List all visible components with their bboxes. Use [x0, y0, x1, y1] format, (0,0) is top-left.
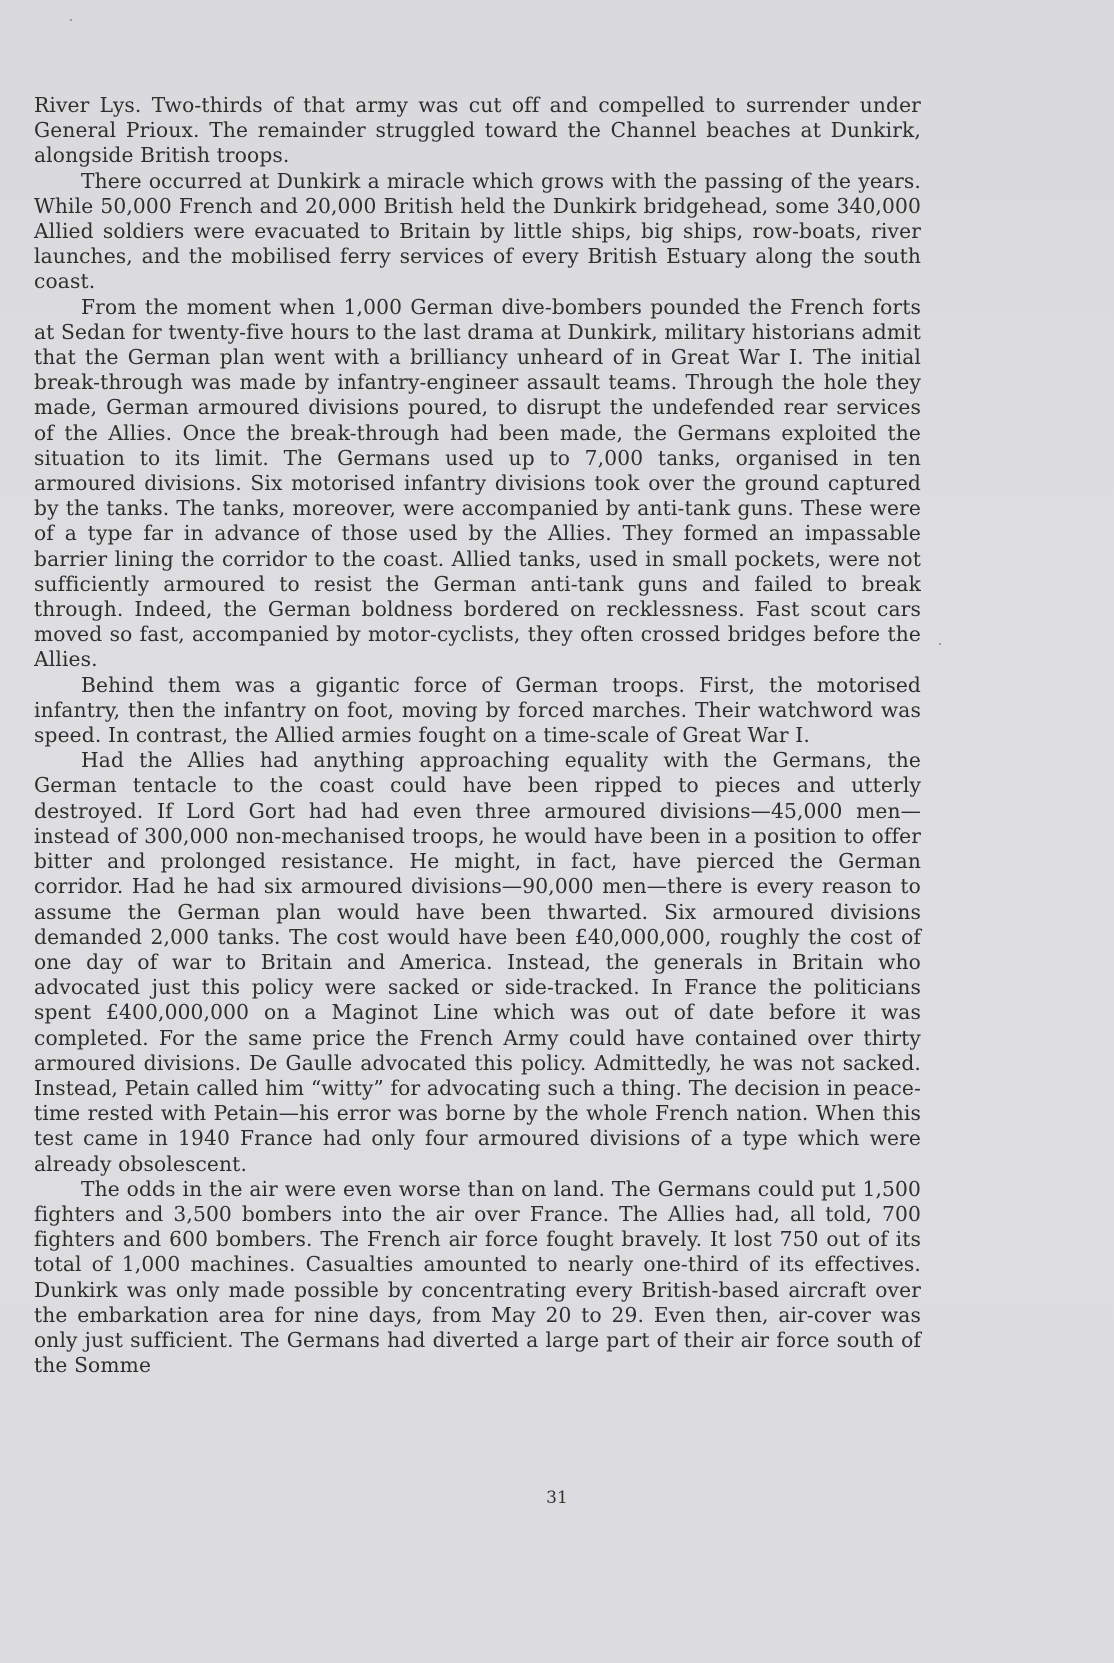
paragraph-air-odds: The odds in the air were even worse than on land. The Germans could put 1,500 fighters and 3,500 bombers into the air over France. The Allies had, all told, 700 fighters and 600 bombers. The French air force fought bravely. It lost 750 out of its total of 1,000 machines. Casualties amounted to nearly one-third of its effectives. Dunkirk was only made possible by concentrating every British-based aircraft over the embarkation area for nine days, from May 20 to 29. Even then, air-cover was only just sufficient. The Germans had diverted a large part of their air force south of the Somme [34, 1176, 921, 1378]
paragraph-continuation: River Lys. Two-thirds of that army was cut off and compelled to surrender under General Prioux. The remainder struggled toward the Channel beaches at Dunkirk, alongside British troops. [34, 93, 921, 168]
body-text [34, 93, 921, 1378]
page-number: 31 [546, 1488, 568, 1508]
paper-speck [70, 19, 72, 21]
paper-speck [939, 643, 941, 645]
paragraph-dunkirk-miracle: There occurred at Dunkirk a miracle which grows with the passing of the years. While 50,000 French and 20,000 British held the Dunkirk bridgehead, some 340,000 Allied soldiers were evacuated to Britain by little ships, big ships, row-boats, river launches, and the mobilised ferry services of every British Estuary along the south coast. [34, 168, 921, 294]
paragraph-allied-equality: Had the Allies had anything approaching equality with the Germans, the German tentacle to the coast could have been ripped to pieces and utterly destroyed. If Lord Gort had had even three armoured divisions—45,000 men—instead of 300,000 non-mechanised troops, he would have been in a position to offer bitter and prolonged resistance. He might, in fact, have pierced the German corridor. Had he had six armoured divisions—90,000 men—there is every reason to assume the German plan would have been thwarted. Six armoured divisions demanded 2,000 tanks. The cost would have been £40,000,000, roughly the cost of one day of war to Britain and America. Instead, the generals in Britain who advocated just this policy were sacked or side-tracked. In France the politicians spent £400,000,000 on a Maginot Line which was out of date before it was completed. For the same price the French Army could have contained over thirty armoured divisions. De Gaulle advocated this policy. Admittedly, he was not sacked. Instead, Petain called him “witty” for advocating such a thing. The decision in peace-time rested with Petain—his error was borne by the whole French nation. When this test came in 1940 France had only four armoured divisions of a type which were already obsolescent. [34, 748, 921, 1176]
paragraph-german-plan: From the moment when 1,000 German dive-bombers pounded the French forts at Sedan for twenty-five hours to the last drama at Dunkirk, military historians admit that the German plan went with a brilliancy unheard of in Great War I. The initial break-through was made by infantry-engineer assault teams. Through the hole they made, German armoured divisions poured, to disrupt the undefended rear services of the Allies. Once the break-through had been made, the Germans exploited the situation to its limit. The Germans used up to 7,000 tanks, organised in ten armoured divisions. Six motorised infantry divisions took over the ground captured by the tanks. The tanks, moreover, were accompanied by anti-tank guns. These were of a type far in advance of those used by the Allies. They formed an impassable barrier lining the corridor to the coast. Allied tanks, used in small pockets, were not sufficiently armoured to resist the German anti-tank guns and failed to break through. Indeed, the German boldness bordered on recklessness. Fast scout cars moved so fast, accompanied by motor-cyclists, they often crossed bridges before the Allies. [34, 294, 921, 672]
paragraph-german-troops: Behind them was a gigantic force of German troops. First, the motorised infantry, then the infantry on foot, moving by forced marches. Their watchword was speed. In contrast, the Allied armies fought on a time-scale of Great War I. [34, 672, 921, 748]
